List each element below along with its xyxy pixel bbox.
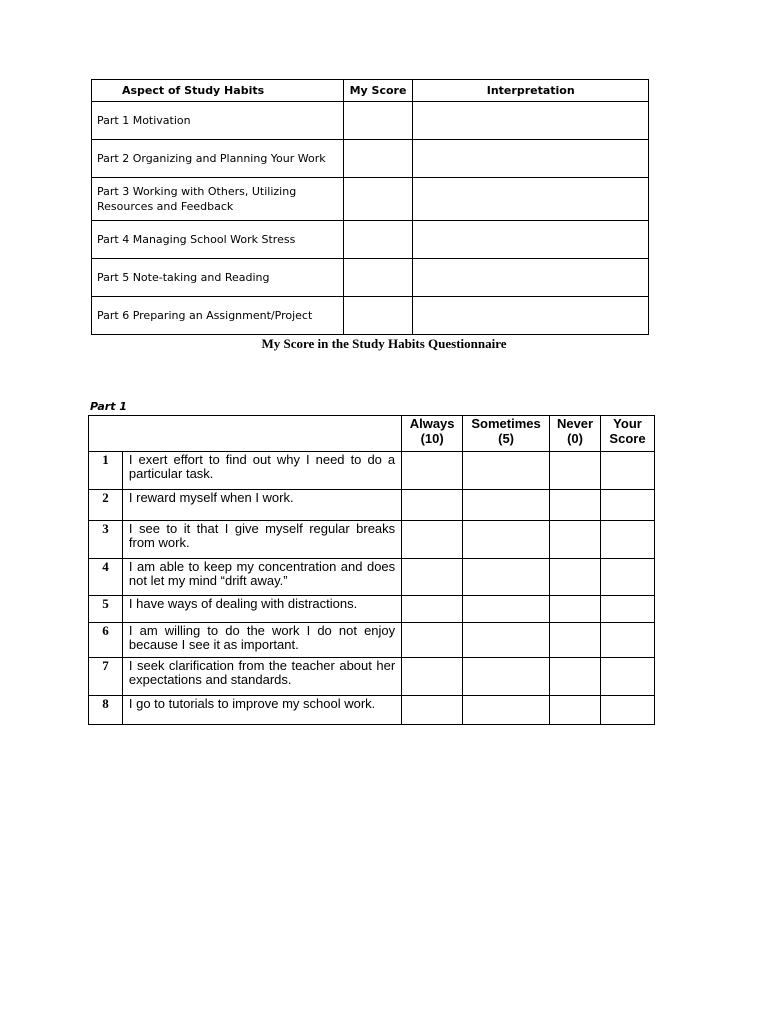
sometimes-cell[interactable] — [463, 490, 550, 521]
question-number: 3 — [89, 521, 123, 559]
question-number: 4 — [89, 559, 123, 596]
header-sometimes: Sometimes (5) — [463, 416, 550, 452]
always-cell[interactable] — [402, 559, 463, 596]
my-score-cell[interactable] — [343, 140, 413, 178]
always-cell[interactable] — [402, 623, 463, 658]
interpretation-cell[interactable] — [413, 178, 649, 221]
score-row — [92, 140, 649, 178]
sometimes-cell[interactable] — [463, 559, 550, 596]
your-score-cell[interactable] — [601, 696, 655, 725]
interpretation-cell[interactable] — [413, 102, 649, 140]
sometimes-cell[interactable] — [463, 596, 550, 623]
always-cell[interactable] — [402, 696, 463, 725]
aspect-cell: Part 4 Managing School Work Stress — [92, 221, 344, 259]
question-row — [89, 596, 655, 623]
score-row — [92, 178, 649, 221]
your-score-cell[interactable] — [601, 521, 655, 559]
score-table-header-row — [92, 80, 649, 102]
aspect-cell: Part 5 Note-taking and Reading — [92, 259, 344, 297]
question-row — [89, 658, 655, 696]
score-table-caption: My Score in the Study Habits Questionnaire — [261, 336, 507, 351]
score-row — [92, 297, 649, 335]
aspect-cell: Part 6 Preparing an Assignment/Project — [92, 297, 344, 335]
question-row — [89, 623, 655, 658]
question-text: I am able to keep my concentration and does not let my mind “drift away.” — [122, 559, 401, 596]
question-text: I am willing to do the work I do not enjoy because I see it as important. — [122, 623, 401, 658]
never-cell[interactable] — [550, 559, 601, 596]
sometimes-cell[interactable] — [463, 623, 550, 658]
header-blank — [89, 416, 402, 452]
header-my-score: My Score — [343, 80, 413, 102]
interpretation-cell[interactable] — [413, 297, 649, 335]
your-score-cell[interactable] — [601, 452, 655, 490]
never-cell[interactable] — [550, 452, 601, 490]
interpretation-cell[interactable] — [413, 140, 649, 178]
question-number: 8 — [89, 696, 123, 725]
question-text: I go to tutorials to improve my school work. — [122, 696, 401, 725]
my-score-cell[interactable] — [343, 259, 413, 297]
sometimes-cell[interactable] — [463, 452, 550, 490]
your-score-cell[interactable] — [601, 658, 655, 696]
score-row — [92, 259, 649, 297]
your-score-cell[interactable] — [601, 559, 655, 596]
question-row — [89, 559, 655, 596]
sometimes-cell[interactable] — [463, 521, 550, 559]
never-cell[interactable] — [550, 521, 601, 559]
never-cell[interactable] — [550, 623, 601, 658]
part-1-header-row — [89, 416, 655, 452]
aspect-cell: Part 1 Motivation — [92, 102, 344, 140]
your-score-cell[interactable] — [601, 490, 655, 521]
sometimes-cell[interactable] — [463, 658, 550, 696]
question-row — [89, 452, 655, 490]
part-1-label: Part 1 — [90, 400, 127, 413]
question-text: I exert effort to find out why I need to do a particular task. — [122, 452, 401, 490]
score-row — [92, 221, 649, 259]
aspect-cell: Part 2 Organizing and Planning Your Work — [92, 140, 344, 178]
question-number: 2 — [89, 490, 123, 521]
header-always: Always (10) — [402, 416, 463, 452]
header-interpretation: Interpretation — [413, 80, 649, 102]
my-score-cell[interactable] — [343, 102, 413, 140]
question-row — [89, 521, 655, 559]
question-number: 1 — [89, 452, 123, 490]
always-cell[interactable] — [402, 658, 463, 696]
never-cell[interactable] — [550, 696, 601, 725]
question-number: 6 — [89, 623, 123, 658]
my-score-cell[interactable] — [343, 221, 413, 259]
header-never: Never (0) — [550, 416, 601, 452]
always-cell[interactable] — [402, 490, 463, 521]
question-text: I have ways of dealing with distractions. — [122, 596, 401, 623]
your-score-cell[interactable] — [601, 596, 655, 623]
always-cell[interactable] — [402, 452, 463, 490]
never-cell[interactable] — [550, 490, 601, 521]
my-score-cell[interactable] — [343, 297, 413, 335]
question-number: 7 — [89, 658, 123, 696]
your-score-cell[interactable] — [601, 623, 655, 658]
header-aspect: Aspect of Study Habits — [92, 80, 344, 102]
never-cell[interactable] — [550, 596, 601, 623]
interpretation-cell[interactable] — [413, 259, 649, 297]
my-score-cell[interactable] — [343, 178, 413, 221]
part-1-questionnaire-table — [88, 415, 655, 725]
score-row — [92, 102, 649, 140]
aspect-cell: Part 3 Working with Others, Utilizing Resources and Feedback — [92, 178, 344, 221]
never-cell[interactable] — [550, 658, 601, 696]
always-cell[interactable] — [402, 596, 463, 623]
question-row — [89, 490, 655, 521]
question-text: I see to it that I give myself regular breaks from work. — [122, 521, 401, 559]
sometimes-cell[interactable] — [463, 696, 550, 725]
question-row — [89, 696, 655, 725]
question-text: I reward myself when I work. — [122, 490, 401, 521]
interpretation-cell[interactable] — [413, 221, 649, 259]
header-your-score: Your Score — [601, 416, 655, 452]
score-summary-table — [91, 79, 649, 335]
always-cell[interactable] — [402, 521, 463, 559]
question-text: I seek clarification from the teacher about her expectations and standards. — [122, 658, 401, 696]
question-number: 5 — [89, 596, 123, 623]
